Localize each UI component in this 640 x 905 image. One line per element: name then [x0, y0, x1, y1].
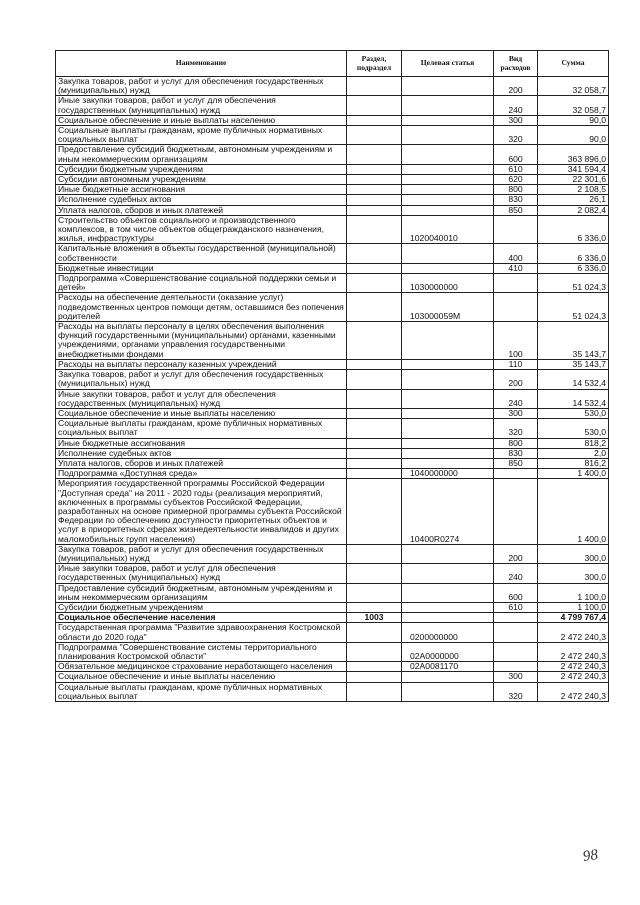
cell-section [347, 438, 402, 448]
cell-sum: 90,0 [538, 115, 609, 125]
cell-sum: 530,0 [538, 419, 609, 438]
cell-name: Расходы на выплаты персоналу в целях обеспечения выполнения функций государственными (муниципальными) органами, казенными учреждениями, органами управления государственными внебюджетными фондами [56, 322, 347, 360]
cell-section [347, 583, 402, 602]
cell-sum: 6 336,0 [538, 215, 609, 244]
cell-type [494, 623, 538, 642]
table-row [56, 613, 609, 623]
cell-name: Уплата налогов, сборов и иных платежей [56, 458, 347, 468]
cell-name: Подпрограмма «Доступная среда» [56, 469, 347, 479]
cell-type: 830 [494, 195, 538, 205]
table-row [56, 274, 609, 293]
table-row [56, 623, 609, 642]
table-row [56, 682, 609, 701]
cell-sum: 26,1 [538, 195, 609, 205]
table-row [56, 448, 609, 458]
table-row [56, 602, 609, 612]
table-row [56, 419, 609, 438]
table-row [56, 96, 609, 115]
cell-name: Социальные выплаты гражданам, кроме публичных нормативных социальных выплат [56, 682, 347, 701]
cell-sum: 2 472 240,3 [538, 672, 609, 682]
cell-name: Подпрограмма "Совершенствование системы территориального планирования Костромской области" [56, 642, 347, 661]
cell-sum: 1 100,0 [538, 583, 609, 602]
cell-type: 600 [494, 145, 538, 164]
cell-sum: 363 896,0 [538, 145, 609, 164]
cell-type: 300 [494, 672, 538, 682]
cell-section [347, 564, 402, 583]
cell-target [402, 205, 494, 215]
cell-section [347, 96, 402, 115]
cell-name: Закупка товаров, работ и услуг для обеспечения государственных (муниципальных) нужд [56, 77, 347, 96]
cell-target [402, 263, 494, 273]
cell-target [402, 448, 494, 458]
table-row [56, 77, 609, 96]
cell-target: 103000059М [402, 293, 494, 322]
cell-section [347, 419, 402, 438]
cell-sum: 22 301,6 [538, 175, 609, 185]
cell-target [402, 682, 494, 701]
cell-section [347, 115, 402, 125]
cell-section: 1003 [347, 613, 402, 623]
cell-name: Закупка товаров, работ и услуг для обеспечения государственных (муниципальных) нужд [56, 370, 347, 389]
cell-type: 240 [494, 389, 538, 408]
cell-type [494, 642, 538, 661]
cell-type [494, 613, 538, 623]
cell-target [402, 419, 494, 438]
cell-section [347, 274, 402, 293]
cell-type [494, 293, 538, 322]
cell-sum: 300,0 [538, 564, 609, 583]
table-row [56, 408, 609, 418]
cell-name: Предоставление субсидий бюджетным, автономным учреждениям и иным некоммерческим организациям [56, 145, 347, 164]
cell-type: 200 [494, 77, 538, 96]
table-row [56, 458, 609, 468]
cell-type: 200 [494, 370, 538, 389]
cell-type: 110 [494, 359, 538, 369]
cell-type: 240 [494, 564, 538, 583]
cell-name: Социальное обеспечение и иные выплаты населению [56, 408, 347, 418]
cell-section [347, 175, 402, 185]
cell-section [347, 389, 402, 408]
cell-section [347, 126, 402, 145]
cell-section [347, 672, 402, 682]
cell-target [402, 145, 494, 164]
cell-target [402, 175, 494, 185]
cell-type: 620 [494, 175, 538, 185]
cell-type: 800 [494, 438, 538, 448]
cell-name: Иные бюджетные ассигнования [56, 438, 347, 448]
cell-type: 850 [494, 205, 538, 215]
cell-target [402, 544, 494, 563]
table-body [56, 77, 609, 702]
cell-target: 02А0000000 [402, 642, 494, 661]
cell-name: Иные закупки товаров, работ и услуг для обеспечения государственных (муниципальных) нужд [56, 564, 347, 583]
cell-sum: 35 143,7 [538, 322, 609, 360]
table-row [56, 164, 609, 174]
cell-name: Иные бюджетные ассигнования [56, 185, 347, 195]
cell-section [347, 185, 402, 195]
header-sum: Сумма [538, 51, 609, 77]
cell-target [402, 77, 494, 96]
cell-name: Строительство объектов социального и производственного комплексов, в том числе объектов общегражданского назначения, жилья, инфраструктуры [56, 215, 347, 244]
cell-target [402, 458, 494, 468]
cell-name: Субсидии бюджетным учреждениям [56, 164, 347, 174]
table-row [56, 293, 609, 322]
cell-type: 320 [494, 419, 538, 438]
cell-name: Иные закупки товаров, работ и услуг для обеспечения государственных (муниципальных) нужд [56, 96, 347, 115]
cell-section [347, 195, 402, 205]
table-row [56, 244, 609, 263]
cell-type [494, 479, 538, 544]
cell-sum: 816,2 [538, 458, 609, 468]
table-row [56, 145, 609, 164]
cell-sum: 14 532,4 [538, 370, 609, 389]
cell-type: 200 [494, 544, 538, 563]
cell-sum: 1 100,0 [538, 602, 609, 612]
cell-section [347, 602, 402, 612]
cell-section [347, 293, 402, 322]
cell-sum: 90,0 [538, 126, 609, 145]
table-row [56, 583, 609, 602]
cell-name: Бюджетные инвестиции [56, 263, 347, 273]
cell-section [347, 164, 402, 174]
cell-target [402, 602, 494, 612]
cell-target [402, 564, 494, 583]
cell-sum: 14 532,4 [538, 389, 609, 408]
cell-sum: 2 108,5 [538, 185, 609, 195]
cell-target [402, 164, 494, 174]
cell-target [402, 408, 494, 418]
header-section: Раздел, подраздел [347, 51, 402, 77]
cell-section [347, 408, 402, 418]
cell-name: Субсидии бюджетным учреждениям [56, 602, 347, 612]
cell-name: Закупка товаров, работ и услуг для обеспечения государственных (муниципальных) нужд [56, 544, 347, 563]
table-row [56, 672, 609, 682]
cell-target [402, 96, 494, 115]
cell-type: 400 [494, 244, 538, 263]
cell-sum: 2 472 240,3 [538, 642, 609, 661]
cell-section [347, 642, 402, 661]
cell-type: 610 [494, 602, 538, 612]
cell-target [402, 115, 494, 125]
cell-section [347, 623, 402, 642]
cell-target: 0200000000 [402, 623, 494, 642]
table-row [56, 185, 609, 195]
cell-section [347, 215, 402, 244]
cell-sum: 341 594,4 [538, 164, 609, 174]
cell-target: 1040000000 [402, 469, 494, 479]
cell-type [494, 215, 538, 244]
cell-type: 320 [494, 682, 538, 701]
cell-target [402, 672, 494, 682]
table-row [56, 263, 609, 273]
cell-sum: 818,2 [538, 438, 609, 448]
cell-target [402, 613, 494, 623]
table-row [56, 215, 609, 244]
cell-sum: 35 143,7 [538, 359, 609, 369]
cell-type: 240 [494, 96, 538, 115]
cell-section [347, 544, 402, 563]
cell-name: Уплата налогов, сборов и иных платежей [56, 205, 347, 215]
cell-name: Исполнение судебных актов [56, 448, 347, 458]
cell-name: Субсидии автономным учреждениям [56, 175, 347, 185]
cell-target [402, 370, 494, 389]
cell-name: Мероприятия государственной программы Российской Федерации "Доступная среда" на 2011 - 2020 годы (реализация мероприятий, включенных в программы субъектов Российской Федерации, разработанных на основе примерной программы субъекта Российской Федерации по обеспечению доступности приоритетных объектов и услуг в приоритетных сферах жизнедеятельности инвалидов и других маломобильных групп населения) [56, 479, 347, 544]
table-row [56, 359, 609, 369]
cell-type: 410 [494, 263, 538, 273]
cell-name: Иные закупки товаров, работ и услуг для обеспечения государственных (муниципальных) нужд [56, 389, 347, 408]
table-row [56, 126, 609, 145]
cell-section [347, 469, 402, 479]
cell-sum: 1 400,0 [538, 469, 609, 479]
header-type: Вид расходов [494, 51, 538, 77]
cell-section [347, 145, 402, 164]
cell-name: Социальное обеспечение населения [56, 613, 347, 623]
table-row [56, 322, 609, 360]
cell-name: Исполнение судебных актов [56, 195, 347, 205]
cell-name: Государственная программа "Развитие здравоохранения Костромской области до 2020 года" [56, 623, 347, 642]
header-name: Наименование [56, 51, 347, 77]
cell-sum: 530,0 [538, 408, 609, 418]
table-row [56, 544, 609, 563]
cell-sum: 1 400,0 [538, 479, 609, 544]
cell-sum: 2,0 [538, 448, 609, 458]
cell-type: 100 [494, 322, 538, 360]
table-row [56, 564, 609, 583]
cell-type: 800 [494, 185, 538, 195]
cell-sum: 32 058,7 [538, 77, 609, 96]
cell-section [347, 682, 402, 701]
cell-type: 320 [494, 126, 538, 145]
cell-section [347, 359, 402, 369]
table-row [56, 175, 609, 185]
cell-section [347, 77, 402, 96]
cell-target [402, 438, 494, 448]
table-row [56, 438, 609, 448]
table-row [56, 115, 609, 125]
cell-section [347, 244, 402, 263]
table-row [56, 662, 609, 672]
cell-sum: 4 799 767,4 [538, 613, 609, 623]
cell-type: 300 [494, 408, 538, 418]
cell-type [494, 274, 538, 293]
cell-target [402, 583, 494, 602]
cell-section [347, 458, 402, 468]
cell-type: 610 [494, 164, 538, 174]
cell-target [402, 126, 494, 145]
table-row [56, 479, 609, 544]
cell-name: Социальное обеспечение и иные выплаты населению [56, 115, 347, 125]
cell-sum: 6 336,0 [538, 263, 609, 273]
cell-type [494, 469, 538, 479]
cell-sum: 2 472 240,3 [538, 623, 609, 642]
table-row [56, 370, 609, 389]
cell-section [347, 448, 402, 458]
table-row [56, 642, 609, 661]
cell-name: Обязательное медицинское страхование неработающего населения [56, 662, 347, 672]
cell-name: Расходы на обеспечение деятельности (оказание услуг) подведомственных центров помощи детям, оставшимся без попечения родителей [56, 293, 347, 322]
cell-name: Социальные выплаты гражданам, кроме публичных нормативных социальных выплат [56, 419, 347, 438]
cell-name: Капитальные вложения в объекты государственной (муниципальной) собственности [56, 244, 347, 263]
cell-name: Расходы на выплаты персоналу казенных учреждений [56, 359, 347, 369]
cell-name: Подпрограмма «Совершенствование социальной поддержки семьи и детей» [56, 274, 347, 293]
cell-sum: 2 472 240,3 [538, 662, 609, 672]
table-row [56, 205, 609, 215]
cell-target: 1030000000 [402, 274, 494, 293]
cell-section [347, 205, 402, 215]
cell-name: Социальное обеспечение и иные выплаты населению [56, 672, 347, 682]
cell-name: Предоставление субсидий бюджетным, автономным учреждениям и иным некоммерческим организациям [56, 583, 347, 602]
cell-target [402, 195, 494, 205]
table-header-row [56, 51, 609, 77]
cell-target [402, 322, 494, 360]
cell-type: 830 [494, 448, 538, 458]
budget-table [55, 50, 609, 702]
cell-type [494, 662, 538, 672]
cell-sum: 2 472 240,3 [538, 682, 609, 701]
cell-type: 600 [494, 583, 538, 602]
cell-type: 300 [494, 115, 538, 125]
budget-table-sheet [55, 50, 608, 702]
cell-sum: 300,0 [538, 544, 609, 563]
cell-target: 02А0081170 [402, 662, 494, 672]
table-row [56, 469, 609, 479]
cell-sum: 51 024,3 [538, 293, 609, 322]
cell-type: 850 [494, 458, 538, 468]
cell-sum: 2 082,4 [538, 205, 609, 215]
cell-section [347, 662, 402, 672]
cell-target: 1020040010 [402, 215, 494, 244]
cell-target [402, 389, 494, 408]
page-number: 98 [581, 847, 599, 865]
cell-section [347, 370, 402, 389]
cell-target [402, 359, 494, 369]
table-row [56, 195, 609, 205]
header-target: Целевая статья [402, 51, 494, 77]
cell-target [402, 244, 494, 263]
table-row [56, 389, 609, 408]
cell-sum: 6 336,0 [538, 244, 609, 263]
cell-section [347, 263, 402, 273]
cell-sum: 51 024,3 [538, 274, 609, 293]
cell-name: Социальные выплаты гражданам, кроме публичных нормативных социальных выплат [56, 126, 347, 145]
cell-section [347, 479, 402, 544]
cell-target [402, 185, 494, 195]
cell-section [347, 322, 402, 360]
cell-target: 10400R0274 [402, 479, 494, 544]
cell-sum: 32 058,7 [538, 96, 609, 115]
